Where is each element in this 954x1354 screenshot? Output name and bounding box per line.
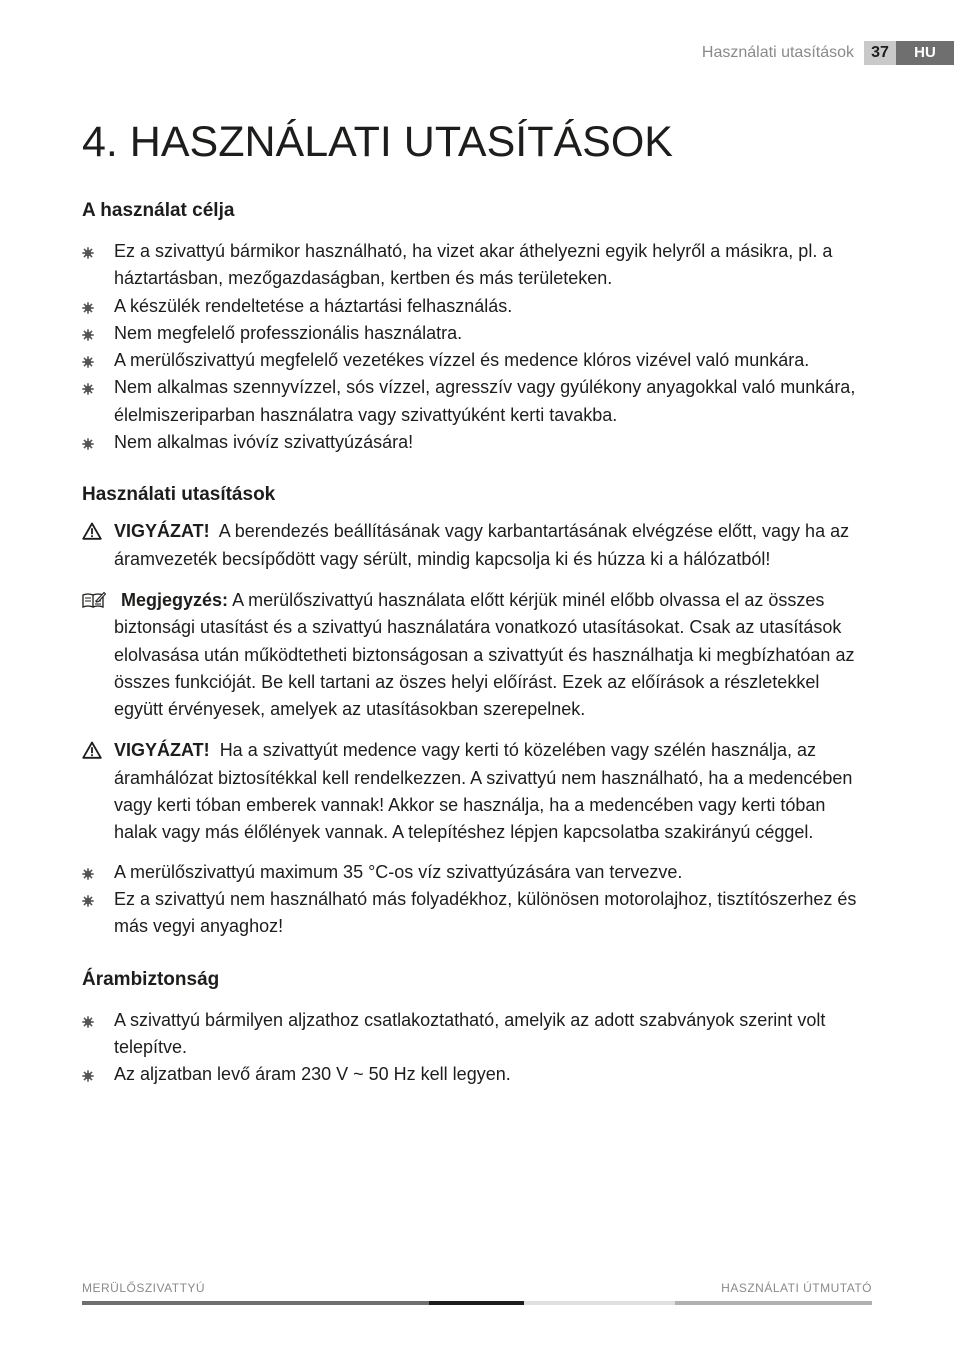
warning-label: VIGYÁZAT!	[114, 521, 210, 542]
footer-rule-segment	[675, 1301, 872, 1305]
footer-rule-segment	[82, 1301, 429, 1305]
section-heading-safety: Árambiztonság	[82, 968, 220, 990]
page-title: 4. HASZNÁLATI UTASÍTÁSOK	[82, 118, 673, 166]
list-item-text: A merülőszivattyú megfelelő vezetékes vízzel és medence klóros vizével való munkára.	[114, 350, 810, 371]
bullet-icon	[82, 895, 94, 907]
bullet-icon	[82, 383, 94, 395]
note-text: A merülőszivattyú használata előtt kérjük minél előbb olvassa el az összes biztonsági utasítást és a szivattyú használatára vonatkozó utasításokat. Csak az utasítások elolvasása után működtetheti biztonságosan a szivattyút és használhatja ki megbízhatóan az összes funkcióját. Be kell tartani az öszes helyi előírást. Ezek az előírások a részletekkel együtt érvényesek, amelyek az utasításokban szerepelnek.	[114, 589, 855, 720]
page-number: 37	[864, 41, 896, 65]
note-book-icon	[82, 591, 106, 609]
warning-block	[82, 737, 872, 846]
list-item-text: Az aljzatban levő áram 230 V ~ 50 Hz kell legyen.	[114, 1064, 511, 1085]
list-item-text: Nem alkalmas szennyvízzel, sós vízzel, agresszív vagy gyúlékony anyagokkal való munkára, élelmiszeriparban használatra vagy szivattyúként kerti tavakba.	[114, 377, 856, 425]
section-heading-purpose: A használat célja	[82, 200, 235, 221]
footer-rule-segment	[429, 1301, 524, 1305]
bullet-icon	[82, 438, 94, 450]
warning-text: A berendezés beállításának vagy karbantartásának elvégzése előtt, vagy ha az áramvezeték becsípődött vagy sérült, mindig kapcsolja ki és húzza ki a hálózatból!	[114, 521, 850, 569]
safety-list	[82, 1007, 872, 1089]
list-item	[82, 859, 872, 886]
list-item	[82, 429, 872, 456]
footer-manual: HASZNÁLATI ÚTMUTATÓ	[721, 1281, 872, 1295]
list-item-text: A készülék rendeltetése a háztartási felhasználás.	[114, 295, 513, 316]
bullet-icon	[82, 356, 94, 368]
footer-rule-segment	[524, 1301, 675, 1305]
warning-label: VIGYÁZAT!	[114, 740, 210, 761]
list-item	[82, 347, 872, 374]
bullet-icon	[82, 1016, 94, 1028]
list-item-text: Nem megfelelő professzionális használatra.	[114, 322, 463, 343]
instructions-list	[82, 859, 872, 941]
list-item	[82, 886, 872, 941]
list-item	[82, 238, 872, 293]
header-section-title: Használati utasítások	[701, 44, 854, 61]
list-item	[82, 374, 872, 429]
page-content	[82, 110, 872, 1088]
list-item	[82, 320, 872, 347]
bullet-icon	[82, 329, 94, 341]
list-item	[82, 1007, 872, 1062]
section-heading-instructions: Használati utasítások	[82, 484, 276, 506]
warning-icon	[82, 522, 102, 540]
list-item	[82, 1061, 872, 1088]
list-item-text: Ez a szivattyú bármikor használható, ha vizet akar áthelyezni egyik helyről a másikra, pl. a háztartásban, mezőgazdaságban, kertben és más területeken.	[114, 241, 833, 289]
list-item-text: A szivattyú bármilyen aljzathoz csatlakoztatható, amelyik az adott szabványok szerint volt telepítve.	[114, 1009, 826, 1057]
list-item-text: Ez a szivattyú nem használható más folyadékhoz, különösen motorolajhoz, tisztítószerhez és más vegyi anyaghoz!	[114, 888, 857, 937]
list-item	[82, 293, 872, 320]
list-item-text: Nem alkalmas ivóvíz szivattyúzására!	[114, 432, 414, 453]
note-block	[82, 587, 872, 723]
bullet-icon	[82, 247, 94, 259]
list-item-text: A merülőszivattyú maximum 35 °C-os víz szivattyúzására van tervezve.	[114, 861, 683, 882]
purpose-list	[82, 238, 872, 456]
note-label: Megjegyzés:	[121, 589, 229, 610]
warning-text: Ha a szivattyút medence vagy kerti tó közelében vagy szélén használja, az áramhálózat biztosítékkal kell rendelkezzen. A szivattyú nem használható, ha a medencében vagy kerti tóban emberek vannak! Akkor se használja, ha a medencében vagy kerti tóban halak vagy más élőlények vannak. A telepítéshez lépjen kapcsolatba szakirányú céggel.	[114, 740, 853, 843]
warning-icon	[82, 741, 102, 759]
language-tab: HU	[896, 41, 954, 65]
bullet-icon	[82, 868, 94, 880]
warning-block	[82, 518, 872, 573]
bullet-icon	[82, 302, 94, 314]
bullet-icon	[82, 1070, 94, 1082]
footer-product: MERÜLŐSZIVATTYÚ	[82, 1281, 206, 1295]
